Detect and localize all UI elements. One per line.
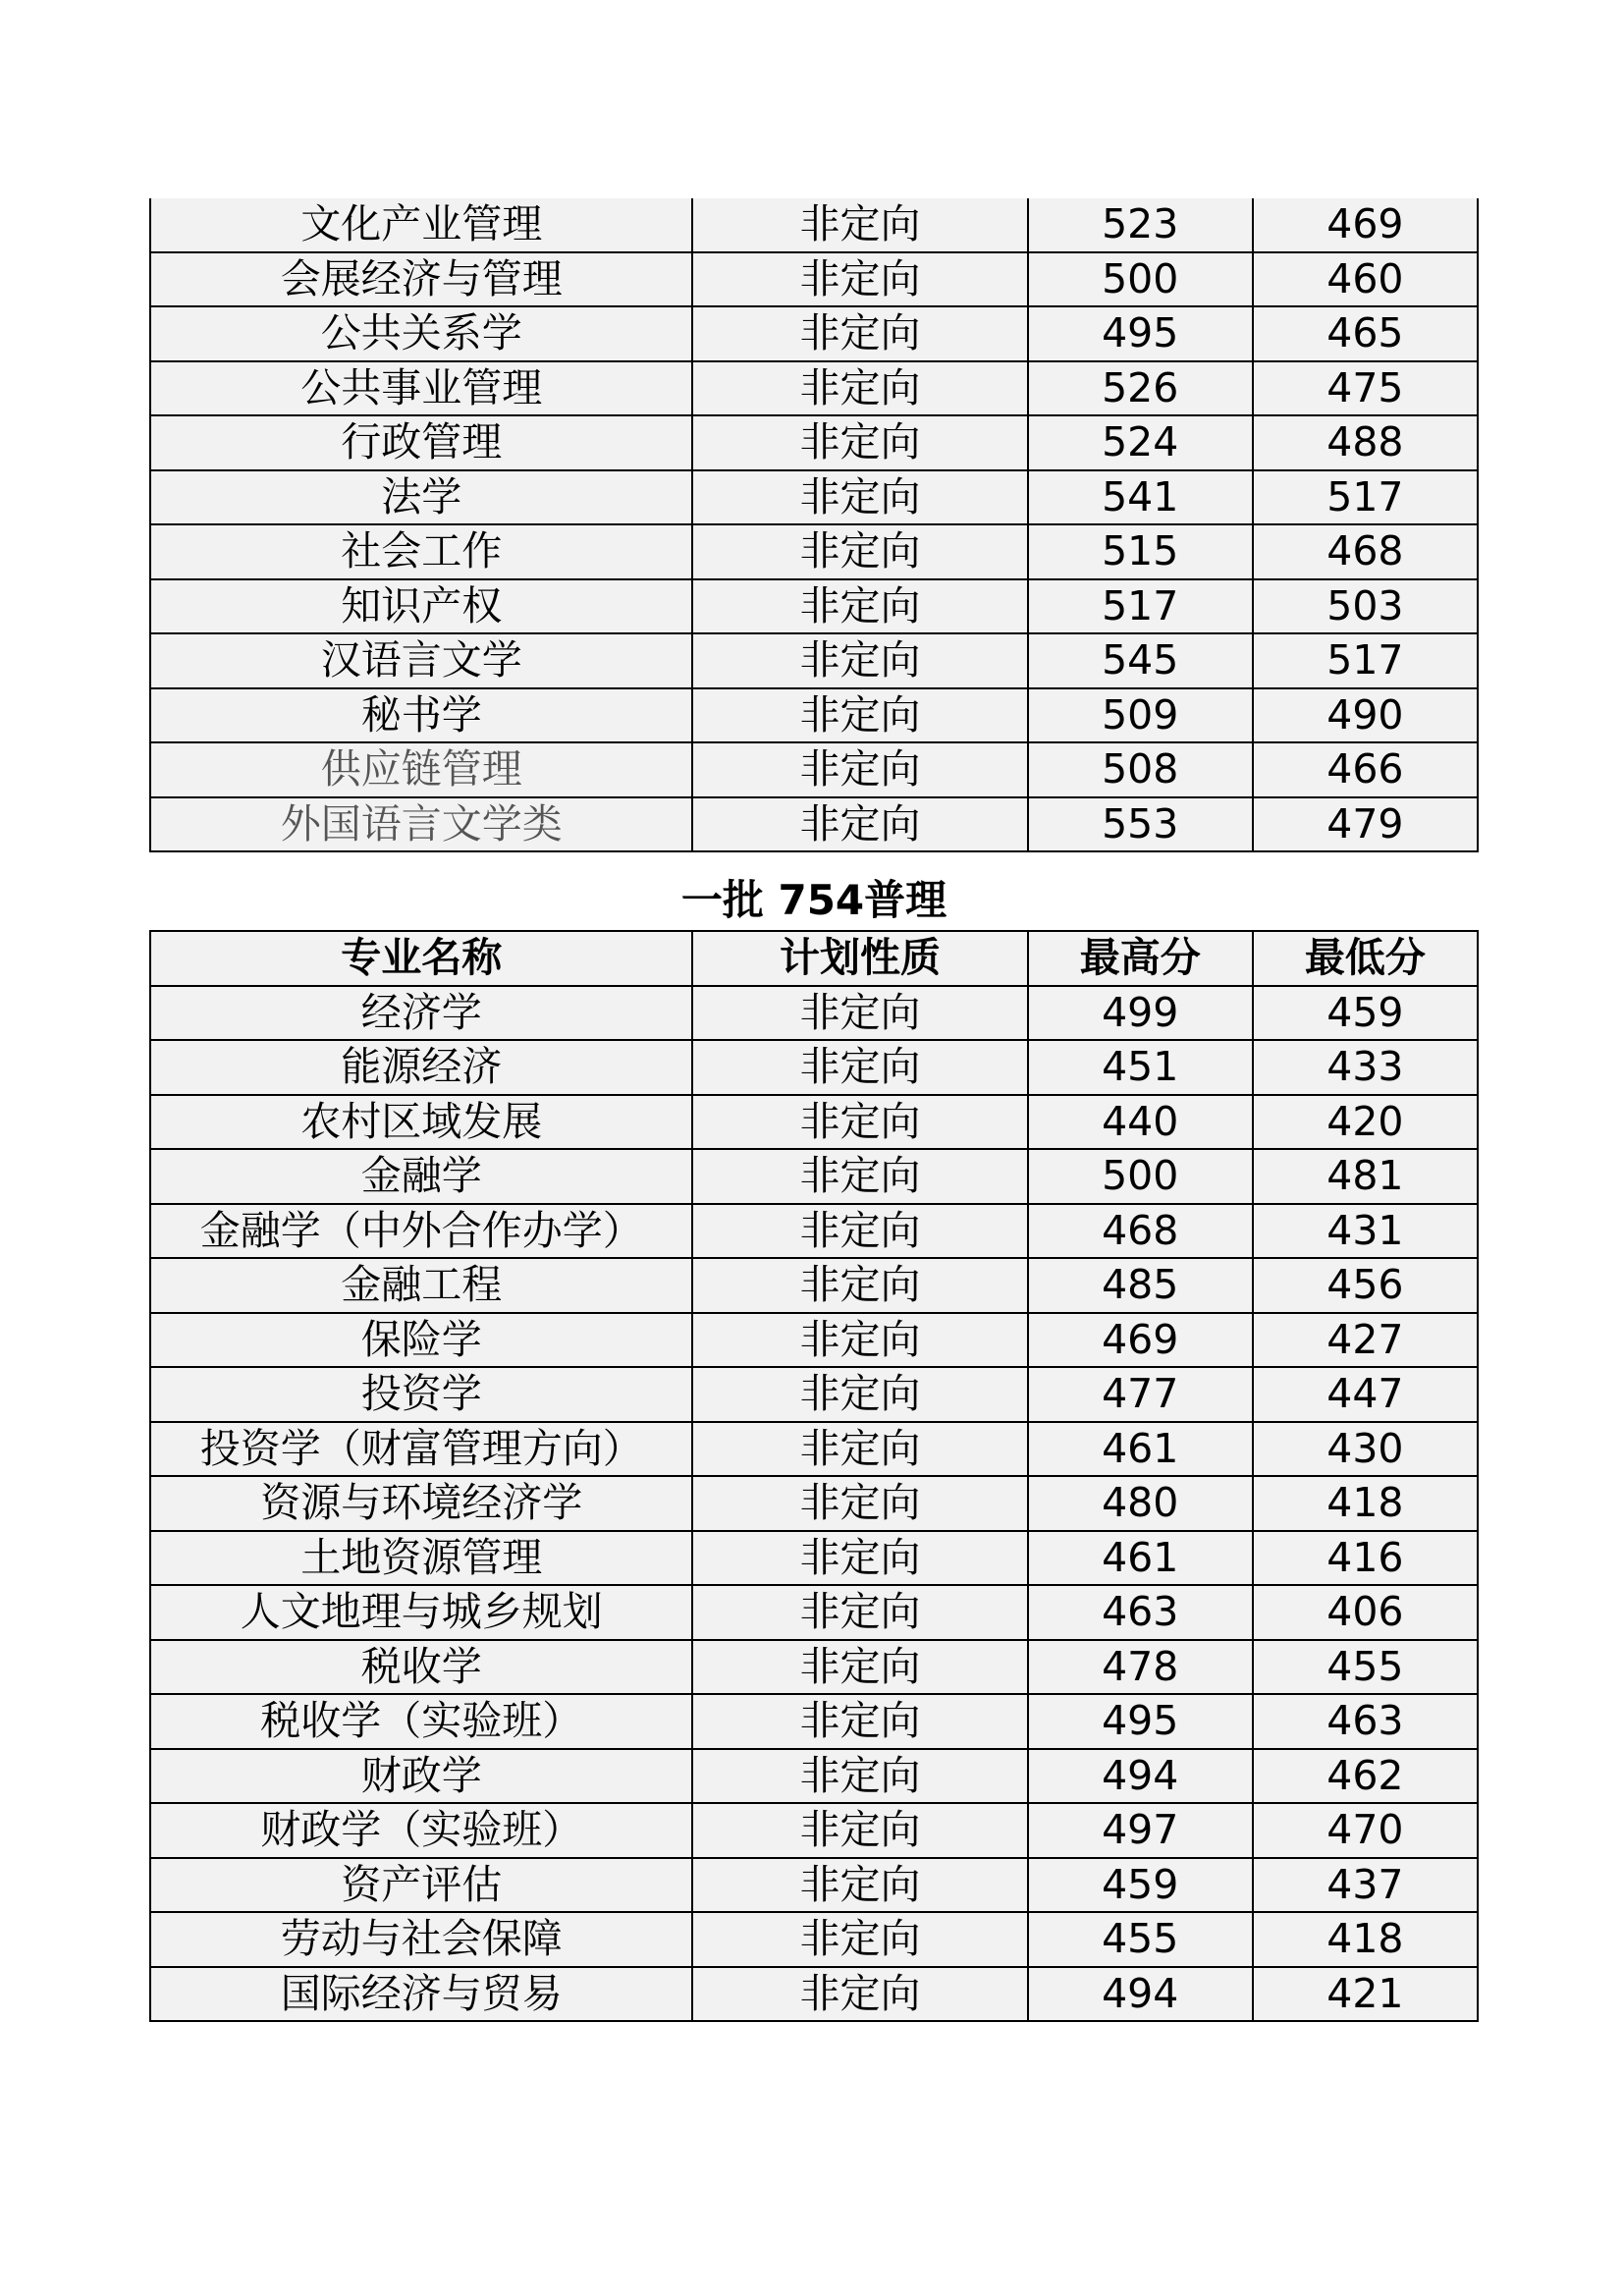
min-score: 431 — [1253, 1204, 1478, 1259]
header-plan-type: 计划性质 — [692, 931, 1027, 986]
major-name: 金融学 — [150, 1149, 692, 1204]
plan-type: 非定向 — [692, 579, 1027, 634]
table-row — [150, 1476, 1478, 1531]
plan-type: 非定向 — [692, 633, 1027, 688]
min-score: 517 — [1253, 470, 1478, 525]
max-score: 440 — [1028, 1095, 1253, 1150]
min-score: 479 — [1253, 797, 1478, 852]
min-score: 462 — [1253, 1749, 1478, 1804]
plan-type: 非定向 — [692, 742, 1027, 797]
header-major-name: 专业名称 — [150, 931, 692, 986]
min-score: 459 — [1253, 986, 1478, 1041]
max-score: 500 — [1028, 252, 1253, 307]
plan-type: 非定向 — [692, 1531, 1027, 1586]
table-row — [150, 579, 1478, 634]
major-name: 保险学 — [150, 1313, 692, 1368]
plan-type: 非定向 — [692, 1476, 1027, 1531]
min-score: 427 — [1253, 1313, 1478, 1368]
min-score: 460 — [1253, 252, 1478, 307]
major-name: 知识产权 — [150, 579, 692, 634]
plan-type: 非定向 — [692, 986, 1027, 1041]
max-score: 495 — [1028, 1694, 1253, 1749]
min-score: 465 — [1253, 306, 1478, 361]
min-score: 455 — [1253, 1640, 1478, 1695]
major-name: 投资学 — [150, 1367, 692, 1422]
max-score: 500 — [1028, 1149, 1253, 1204]
plan-type: 非定向 — [692, 306, 1027, 361]
major-name: 行政管理 — [150, 415, 692, 470]
table-row — [150, 1367, 1478, 1422]
table-row — [150, 986, 1478, 1041]
plan-type: 非定向 — [692, 1912, 1027, 1967]
major-name: 财政学 — [150, 1749, 692, 1804]
table-row — [150, 1912, 1478, 1967]
major-name: 金融学（中外合作办学） — [150, 1204, 692, 1259]
min-score: 475 — [1253, 361, 1478, 416]
major-name: 社会工作 — [150, 524, 692, 579]
max-score: 468 — [1028, 1204, 1253, 1259]
header-max-score: 最高分 — [1028, 931, 1253, 986]
min-score: 421 — [1253, 1967, 1478, 2022]
min-score: 488 — [1253, 415, 1478, 470]
major-name: 经济学 — [150, 986, 692, 1041]
major-name: 人文地理与城乡规划 — [150, 1585, 692, 1640]
table-row — [150, 252, 1478, 307]
major-name: 汉语言文学 — [150, 633, 692, 688]
min-score: 437 — [1253, 1858, 1478, 1913]
min-score: 430 — [1253, 1422, 1478, 1477]
major-name: 法学 — [150, 470, 692, 525]
plan-type: 非定向 — [692, 1749, 1027, 1804]
plan-type: 非定向 — [692, 797, 1027, 852]
min-score: 456 — [1253, 1258, 1478, 1313]
major-name: 劳动与社会保障 — [150, 1912, 692, 1967]
table-row — [150, 1640, 1478, 1695]
table-row — [150, 1694, 1478, 1749]
plan-type: 非定向 — [692, 470, 1027, 525]
table-row — [150, 415, 1478, 470]
major-name: 会展经济与管理 — [150, 252, 692, 307]
max-score: 463 — [1028, 1585, 1253, 1640]
max-score: 469 — [1028, 1313, 1253, 1368]
min-score: 406 — [1253, 1585, 1478, 1640]
major-name: 文化产业管理 — [150, 198, 692, 252]
table-header-row — [150, 931, 1478, 986]
major-name: 能源经济 — [150, 1040, 692, 1095]
plan-type: 非定向 — [692, 1858, 1027, 1913]
plan-type: 非定向 — [692, 1204, 1027, 1259]
plan-type: 非定向 — [692, 198, 1027, 252]
max-score: 541 — [1028, 470, 1253, 525]
max-score: 508 — [1028, 742, 1253, 797]
table-row — [150, 1967, 1478, 2022]
table-row — [150, 797, 1478, 852]
plan-type: 非定向 — [692, 1422, 1027, 1477]
min-score: 463 — [1253, 1694, 1478, 1749]
plan-type: 非定向 — [692, 1585, 1027, 1640]
max-score: 494 — [1028, 1967, 1253, 2022]
plan-type: 非定向 — [692, 1313, 1027, 1368]
major-name: 公共事业管理 — [150, 361, 692, 416]
min-score: 447 — [1253, 1367, 1478, 1422]
plan-type: 非定向 — [692, 1640, 1027, 1695]
min-score: 416 — [1253, 1531, 1478, 1586]
major-name: 土地资源管理 — [150, 1531, 692, 1586]
plan-type: 非定向 — [692, 252, 1027, 307]
table-row — [150, 742, 1478, 797]
table-row — [150, 361, 1478, 416]
major-name: 国际经济与贸易 — [150, 1967, 692, 2022]
table-row — [150, 1803, 1478, 1858]
min-score: 466 — [1253, 742, 1478, 797]
table-row — [150, 1258, 1478, 1313]
min-score: 433 — [1253, 1040, 1478, 1095]
table-row — [150, 1749, 1478, 1804]
table-row — [150, 306, 1478, 361]
table-row — [150, 524, 1478, 579]
max-score: 545 — [1028, 633, 1253, 688]
major-name: 投资学（财富管理方向） — [150, 1422, 692, 1477]
min-score: 468 — [1253, 524, 1478, 579]
plan-type: 非定向 — [692, 1040, 1027, 1095]
max-score: 517 — [1028, 579, 1253, 634]
plan-type: 非定向 — [692, 1149, 1027, 1204]
table-row — [150, 1204, 1478, 1259]
max-score: 497 — [1028, 1803, 1253, 1858]
max-score: 523 — [1028, 198, 1253, 252]
max-score: 478 — [1028, 1640, 1253, 1695]
plan-type: 非定向 — [692, 1694, 1027, 1749]
major-name: 税收学（实验班） — [150, 1694, 692, 1749]
max-score: 459 — [1028, 1858, 1253, 1913]
section-title: 一批 754普理 — [680, 876, 947, 924]
plan-type: 非定向 — [692, 1367, 1027, 1422]
max-score: 509 — [1028, 688, 1253, 743]
table-row — [150, 198, 1478, 252]
table-row — [150, 1585, 1478, 1640]
table-row — [150, 1858, 1478, 1913]
plan-type: 非定向 — [692, 688, 1027, 743]
major-name: 资产评估 — [150, 1858, 692, 1913]
major-name: 资源与环境经济学 — [150, 1476, 692, 1531]
table-row — [150, 1422, 1478, 1477]
table-row — [150, 633, 1478, 688]
major-name: 税收学 — [150, 1640, 692, 1695]
max-score: 485 — [1028, 1258, 1253, 1313]
plan-type: 非定向 — [692, 361, 1027, 416]
max-score: 480 — [1028, 1476, 1253, 1531]
table-row — [150, 1149, 1478, 1204]
max-score: 461 — [1028, 1422, 1253, 1477]
plan-type: 非定向 — [692, 524, 1027, 579]
score-table-continued — [149, 198, 1479, 852]
major-name: 财政学（实验班） — [150, 1803, 692, 1858]
plan-type: 非定向 — [692, 1258, 1027, 1313]
plan-type: 非定向 — [692, 1803, 1027, 1858]
max-score: 515 — [1028, 524, 1253, 579]
max-score: 553 — [1028, 797, 1253, 852]
table-row — [150, 1095, 1478, 1150]
major-name: 公共关系学 — [150, 306, 692, 361]
major-name: 供应链管理 — [150, 742, 692, 797]
plan-type: 非定向 — [692, 1095, 1027, 1150]
max-score: 526 — [1028, 361, 1253, 416]
max-score: 495 — [1028, 306, 1253, 361]
max-score: 451 — [1028, 1040, 1253, 1095]
table-row — [150, 1040, 1478, 1095]
max-score: 524 — [1028, 415, 1253, 470]
major-name: 金融工程 — [150, 1258, 692, 1313]
min-score: 420 — [1253, 1095, 1478, 1150]
max-score: 499 — [1028, 986, 1253, 1041]
major-name: 秘书学 — [150, 688, 692, 743]
table-row — [150, 1313, 1478, 1368]
header-min-score: 最低分 — [1253, 931, 1478, 986]
min-score: 517 — [1253, 633, 1478, 688]
major-name: 农村区域发展 — [150, 1095, 692, 1150]
min-score: 418 — [1253, 1476, 1478, 1531]
max-score: 477 — [1028, 1367, 1253, 1422]
max-score: 494 — [1028, 1749, 1253, 1804]
min-score: 490 — [1253, 688, 1478, 743]
max-score: 455 — [1028, 1912, 1253, 1967]
min-score: 418 — [1253, 1912, 1478, 1967]
min-score: 481 — [1253, 1149, 1478, 1204]
plan-type: 非定向 — [692, 415, 1027, 470]
min-score: 470 — [1253, 1803, 1478, 1858]
max-score: 461 — [1028, 1531, 1253, 1586]
table-row — [150, 1531, 1478, 1586]
score-table — [149, 930, 1479, 2022]
table-row — [150, 688, 1478, 743]
min-score: 469 — [1253, 198, 1478, 252]
min-score: 503 — [1253, 579, 1478, 634]
plan-type: 非定向 — [692, 1967, 1027, 2022]
major-name: 外国语言文学类 — [150, 797, 692, 852]
table-row — [150, 470, 1478, 525]
